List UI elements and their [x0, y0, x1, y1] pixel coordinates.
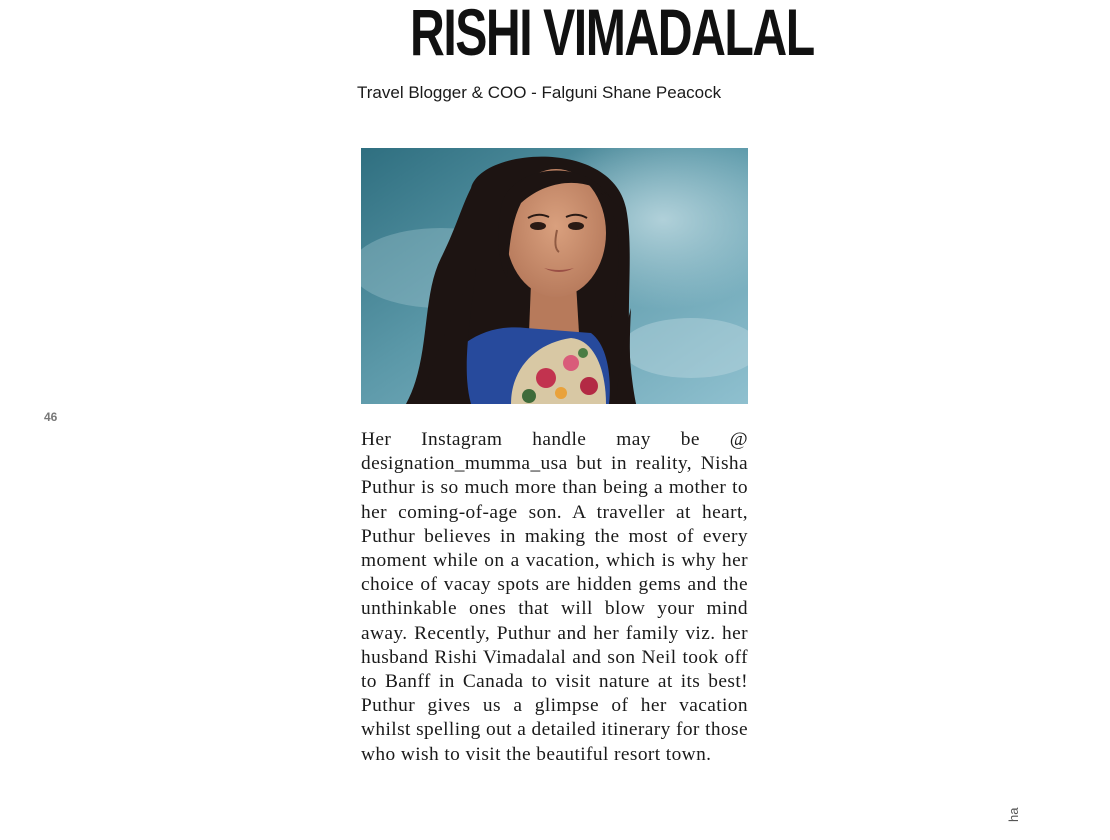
portrait-photo: [361, 148, 748, 404]
page-title: RISHI VIMADALAL: [410, 0, 814, 69]
edge-label: ha: [1006, 807, 1021, 822]
page-subtitle: Travel Blogger & COO - Falguni Shane Peacock: [357, 83, 722, 102]
article-body: Her Instagram handle may be @ designation_mumma_usa but in reality, Nisha Puthur is so much more than being a mother to her coming-of-age son. A traveller at heart, Puthur believes in making the most of every moment while on a vacation, which is why her choice of vacay spots are hidden gems and the unthinkable ones that will blow your mind away. Recently, Puthur and her family viz. her husband Rishi Vimadalal and son Neil took off to Banff in Canada to visit nature at its best! Puthur gives us a glimpse of her vacation whilst spelling out a detailed itinerary for those who wish to visit the beautiful resort town.: [361, 429, 748, 765]
page-number: 46: [44, 410, 58, 424]
